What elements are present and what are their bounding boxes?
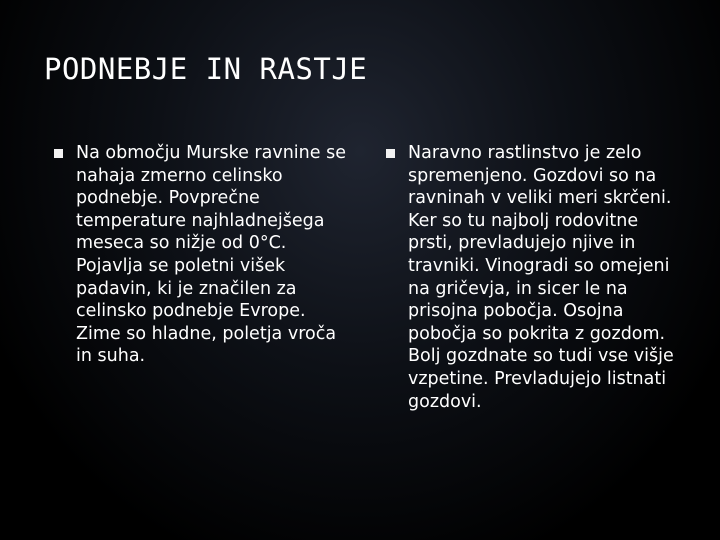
square-bullet-icon <box>54 149 63 158</box>
left-column <box>46 142 346 368</box>
left-bullet-item <box>46 142 346 368</box>
slide-title: PODNEBJE IN RASTJE <box>44 52 368 86</box>
right-bullet-item <box>378 142 688 413</box>
left-bullet-text: Na območju Murske ravnine se nahaja zmerno celinsko podnebje. Povprečne temperature najhladnejšega meseca so nižje od 0°C. Pojavlja se poletni višek padavin, ki je značilen za celinsko podnebje Evrope. Zime so hladne, poletja vroča in suha. <box>76 143 346 367</box>
right-bullet-text: Naravno rastlinstvo je zelo spremenjeno. Gozdovi so na ravninah v veliki meri skrčeni. Ker so tu najbolj rodovitne prsti, prevladujejo njive in travniki. Vinogradi so omejeni na gričevja, in sicer le na prisojna pobočja. Osojna pobočja so pokrita z gozdom. Bolj gozdnate so tudi vse višje vzpetine. Prevladujejo listnati gozdovi. <box>408 143 674 412</box>
square-bullet-icon <box>386 149 395 158</box>
right-column <box>378 142 688 413</box>
